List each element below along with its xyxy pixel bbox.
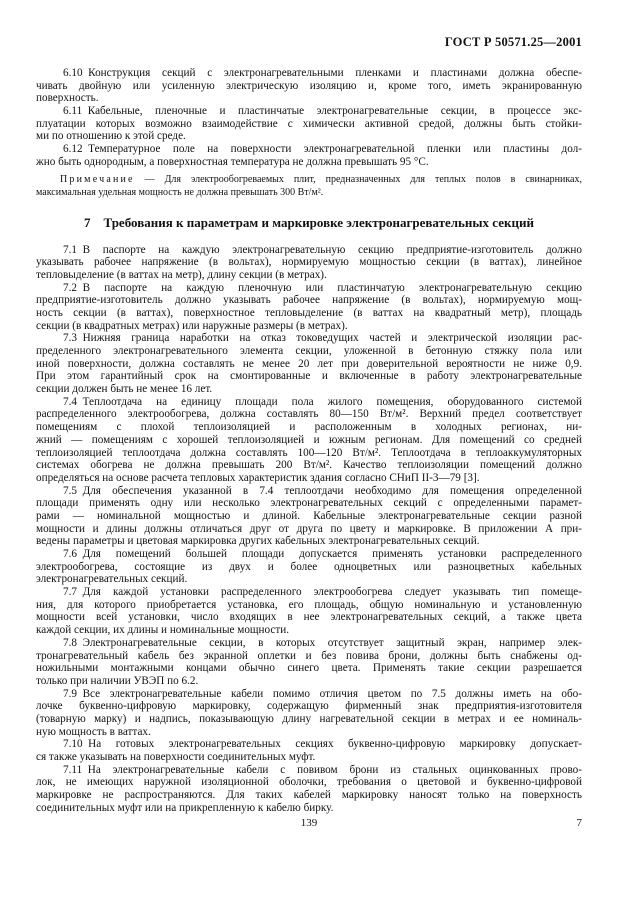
paragraph-7-4 — [36, 396, 582, 485]
paragraph-7-5 — [36, 485, 582, 548]
note-paragraph — [36, 173, 582, 200]
text-line: электрообогрева, состоящие из двух и более одноцветных или разноцветных кабельных — [36, 560, 582, 573]
text-line: ность секции (в ваттах), поверхностное тепловыделение (в ваттах на квадратный метр), площадь — [36, 306, 582, 319]
paragraph-7-1 — [36, 244, 582, 282]
text-line: распределенного электрообогрева, должна составлять 80—150 Вт/м². Верхний предел соответствует — [36, 408, 582, 421]
text-line: тепловыделение (в ваттах на метр), длину секции (в метрах). — [36, 268, 327, 281]
text-line: определяться на основе расчета тепловых характеристик здания согласно СНиП II-3—79 [3]. — [36, 471, 480, 484]
paragraph-6-11 — [36, 105, 582, 143]
body-text — [36, 67, 582, 814]
paragraph-7-2 — [36, 282, 582, 333]
text-line: электронагревательных секций. — [36, 573, 188, 586]
paragraph-7-3 — [36, 332, 582, 395]
text-line: 7.4 Теплоотдача на единицу площади пола жилого помещения, оборудованного системой — [63, 395, 582, 408]
text-line: 7.7 Для каждой установки распределенного электрообогрева следует указывать тип помеще- — [63, 586, 582, 599]
text-line: 6.11 Кабельные, пленочные и пластинчатые электронагревательные секции, в процессе экс- — [63, 105, 582, 118]
text-line: При этом гарантийный срок на смонтированные и включенные в работу электронагревательные — [36, 370, 582, 383]
text-line: жно быть однородным, а поверхностная температура не должна превышать 95 °С. — [36, 155, 429, 168]
text-line: системах обогрева не должна превышать 200 Вт/м². Качество теплоизоляции помещений должно — [36, 459, 582, 472]
text-line: иной поверхности, должна составлять не менее 20 лет при доверительной вероятности не ниже 0,9. — [36, 357, 582, 370]
text-line: 6.10 Конструкция секций с электронагревательными пленками и пластинами должна обеспе- — [63, 67, 582, 79]
text-line: каждой секции, их длины и номинальные мощности. — [36, 624, 290, 637]
page-content — [36, 0, 582, 814]
page-number-series: 139 — [300, 817, 318, 829]
paragraph-7-6 — [36, 548, 582, 586]
text-line: ведены параметры и цветовая маркировка других кабельных электронагревательных секций. — [36, 535, 480, 548]
text-line: чивать двойную или усиленную электрическую изоляцию и, кроме того, иметь экранированную — [36, 79, 582, 92]
text-line: поверхность. — [36, 92, 99, 105]
text-line: секции (в квадратных метрах) или наружные размеры (в метрах). — [36, 319, 348, 332]
paragraph-7-9 — [36, 688, 582, 739]
text-line: помещениям с плохой теплоизоляцией и расположенным в холодных регионах, ни- — [36, 421, 582, 434]
text-line: мощности и длины должны отличаться друг от друга по цвету и маркировке. В приложении А при- — [36, 522, 582, 535]
page-number: 7 — [576, 817, 582, 829]
text-line: предприятие-изготовитель должно указывать рабочее напряжение (в вольтах), нормируемую мощ- — [36, 294, 582, 307]
text-line: плуатации которых возможно взаимодействие с химически активной средой, должны быть стойки- — [36, 117, 582, 130]
text-line: (товарную марку) и надпись, показывающую длину нагревательной секции в метрах и ее номиналь- — [36, 712, 582, 725]
text-line: жний — помещениям с хорошей теплоизоляцией и южным регионам. Для помещений со средней — [36, 433, 582, 446]
text-line: тронагревательный кабель без экранной оплетки и без повива брони, должны быть снабжены од- — [36, 649, 582, 662]
paragraph-7-7 — [36, 586, 582, 637]
page-footer — [36, 817, 582, 830]
text-line: 7.1 В паспорте на каждую электронагревательную секцию предприятие-изготовитель должно — [63, 243, 582, 256]
text-line: соединительных муфт или на прикрепленную к кабелю бирку. — [36, 801, 334, 814]
text-line: 7.5 Для обеспечения указанной в 7.4 теплоотдачи необходимо для помещения определенной — [63, 484, 582, 497]
text-line: 6.12 Температурное поле на поверхности электронагревательной пленки или пластины дол- — [63, 143, 582, 156]
text-line: рами — номинальной мощностью и длиной. Кабельные электронагревательные секции разной — [36, 509, 582, 522]
text-line: ную мощность в ваттах. — [36, 725, 151, 738]
text-line: 7.6 Для помещений большей площади допускается применять установки распределенного — [63, 548, 582, 560]
text-line: указывать рабочее напряжение (в вольтах), нормируемую мощностью секции (в ваттах), линейное — [36, 256, 582, 269]
document-code: ГОСТ Р 50571.25—2001 — [444, 35, 582, 49]
paragraph-6-12 — [36, 143, 582, 168]
text-line: ния, для которого приобретается установка, его площадь, общую номинальную и установленную — [36, 598, 582, 611]
paragraph-6-10 — [36, 67, 582, 105]
text-line: 7.8 Электронагревательные секции, в которых отсутствует защитный экран, например элек- — [63, 636, 582, 649]
text-line: 7.10 На готовых электронагревательных секциях буквенно-цифровую маркировку допускает- — [63, 738, 582, 751]
paragraph-7-8 — [36, 637, 582, 688]
text-line: площади применять одну или несколько электронагревательных секций с определенными парамет- — [36, 497, 582, 510]
text-line: лочке буквенно-цифровую маркировку, содержащую фирменный знак предприятия-изготовителя — [36, 700, 582, 713]
text-line: лок, не имеющих наружной изоляционной оболочки, требования о цветовой и буквенно-цифровой — [36, 776, 582, 789]
text-line: 7.11 На электронагревательные кабели с повивом брони из стальных оцинкованных прово- — [63, 763, 582, 776]
text-line: ножильными монтажными концами обычно синего цвета. Применять такие секции разрешается — [36, 662, 582, 675]
text-line: мощности всей установки, число входящих в нее электронагревательных секций, а также цвета — [36, 611, 582, 624]
text-line: 7.3 Нижняя граница наработки на отказ токоведущих частей и электрической изоляции рас- — [63, 332, 582, 345]
text-line: ся также указывать на поверхности соединительных муфт. — [36, 751, 316, 763]
text-line: 7.9 Все электронагревательные кабели помимо отличия цветом по 7.5 должны иметь на обо- — [63, 687, 582, 700]
paragraph-7-10 — [36, 738, 582, 763]
section-7-heading: 7 Требования к параметрам и маркировке электронагревательных секций — [84, 214, 534, 230]
text-line: только при наличии УВЭП по 6.2. — [36, 674, 199, 687]
text-line — [36, 173, 582, 187]
note-label: Примечание — [60, 173, 135, 185]
text-line: максимальная удельная мощность не должна превышать 300 Вт/м². — [36, 187, 324, 198]
text-line: маркировке не распространяются. Для таких кабелей маркировку наносят только на поверхность — [36, 789, 582, 802]
text-line: секции должен быть не менее 16 лет. — [36, 383, 213, 396]
text-line: теплоизоляцией теплоотдача должна составлять 100—120 Вт/м². Теплоотдача в теплоаккумуляторных — [36, 446, 582, 459]
note-text: — Для электрообогреваемых плит, предназначенных для теплых полов в свинарниках, — [134, 173, 582, 185]
text-line: 7.2 В паспорте на каждую пленочную или пластинчатую электронагревательную секцию — [63, 281, 582, 294]
text-line: ми по отношению к этой среде. — [36, 130, 186, 143]
text-line: пределенного электронагревательного элемента секции, уложенной в бетонную стяжку пола или — [36, 345, 582, 357]
paragraph-7-11 — [36, 764, 582, 815]
